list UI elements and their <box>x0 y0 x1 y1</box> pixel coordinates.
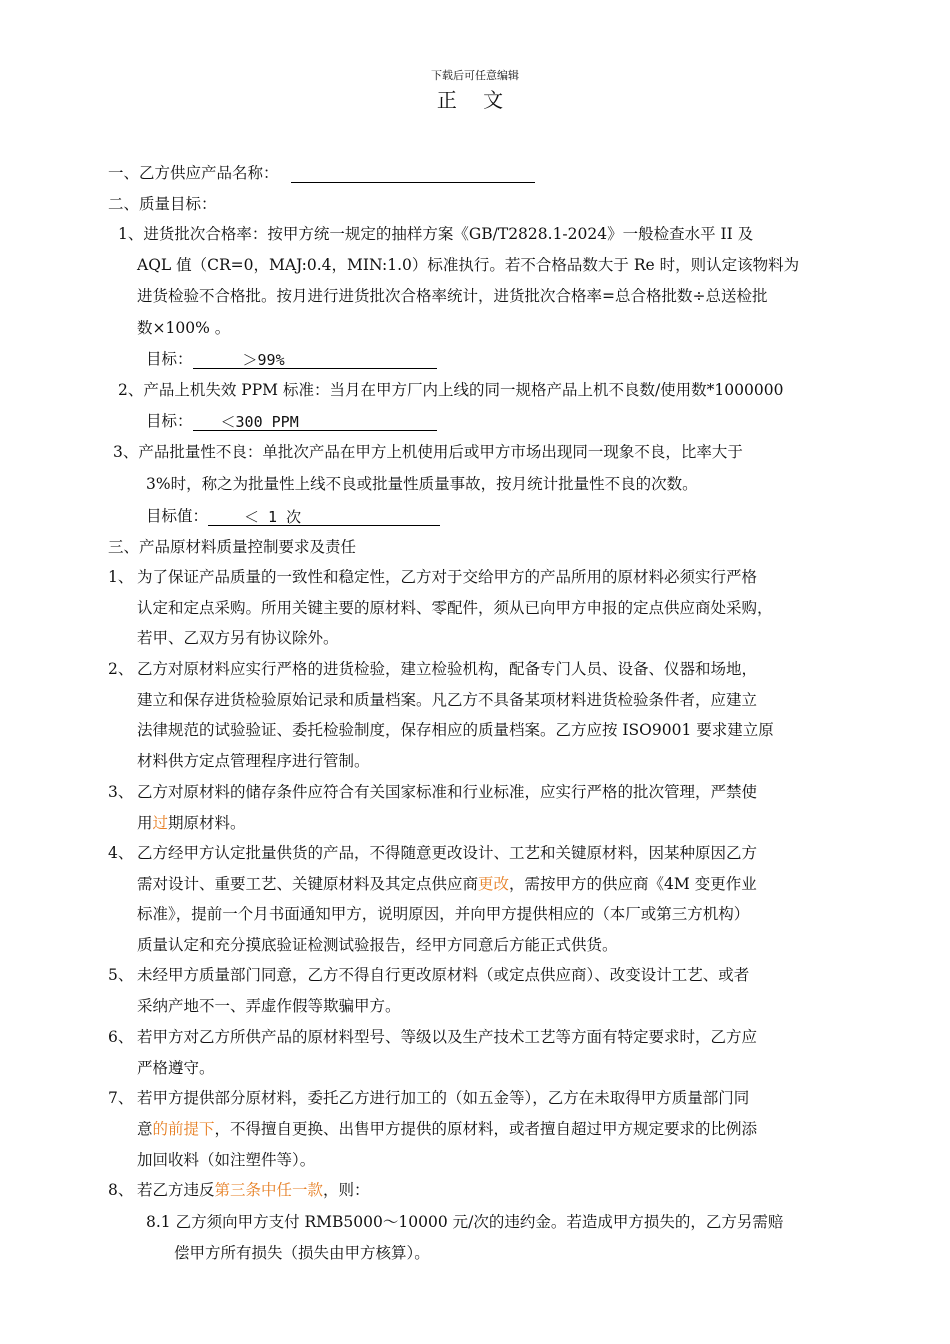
text-run: ，需按甲方的供应商《4M 变更作业 <box>509 875 757 893</box>
highlighted-text: 更改 <box>478 875 510 893</box>
item-7-line-2 <box>137 1119 757 1139</box>
target-label: 目标： <box>146 412 193 430</box>
section-3-heading: 三、产品原材料质量控制要求及责任 <box>108 538 357 556</box>
quality-goal-1-line-3: 进货检验不合格批。按月进行进货批次合格率统计，进货批次合格率=总合格批数÷总送检批 <box>137 287 768 305</box>
section-1-line <box>108 163 535 183</box>
quality-goal-1-target <box>146 349 437 369</box>
item-3-line-2 <box>137 813 246 833</box>
target-value-batch-defects: ＜ 1 次 <box>208 507 440 526</box>
item-5-line-1: 未经甲方质量部门同意，乙方不得自行更改原材料（或定点供应商）、改变设计工艺、或者 <box>137 966 750 984</box>
item-1-number: 1、 <box>108 568 134 586</box>
item-6-line-1: 若甲方对乙方所供产品的原材料型号、等级以及生产技术工艺等方面有特定要求时，乙方应 <box>137 1028 758 1046</box>
item-5-number: 5、 <box>108 966 134 984</box>
text-run: 需对设计、重要工艺、关键原材料及其定点供应商 <box>137 875 479 893</box>
text-run: 若乙方违反 <box>137 1181 215 1199</box>
subitem-8-1-line-1: 8.1 乙方须向甲方支付 RMB5000～10000 元/次的违约金。若造成甲方损失的，乙方另需赔 <box>146 1213 784 1231</box>
item-7-number: 7、 <box>108 1089 134 1107</box>
quality-goal-3-line-1: 3、产品批量性不良：单批次产品在甲方上机使用后或甲方市场出现同一现象不良，比率大于 <box>113 443 743 461</box>
item-1-line-1: 为了保证产品质量的一致性和稳定性，乙方对于交给甲方的产品所用的原材料必须实行严格 <box>137 568 758 586</box>
item-2-line-4: 材料供方定点管理程序进行管制。 <box>137 752 370 770</box>
page-title: 正 文 <box>436 88 514 112</box>
quality-goal-1-line-2: AQL 值（CR=0，MAJ:0.4，MIN:1.0）标准执行。若不合格品数大于 Re 时，则认定该物料为 <box>137 256 800 274</box>
highlighted-text: 的前提下 <box>152 1120 215 1138</box>
item-4-number: 4、 <box>108 844 134 862</box>
item-7-line-1: 若甲方提供部分原材料，委托乙方进行加工的（如五金等），乙方在未取得甲方质量部门同 <box>137 1089 750 1107</box>
item-8-line-1 <box>137 1180 370 1200</box>
item-2-line-1: 乙方对原材料应实行严格的进货检验，建立检验机构，配备专门人员、设备、仪器和场地， <box>137 660 758 678</box>
text-run: 期原材料。 <box>168 814 246 832</box>
text-run: ，则： <box>323 1181 370 1199</box>
text-run: ，不得擅自更换、出售甲方提供的原材料，或者擅自超过甲方规定要求的比例添 <box>214 1120 758 1138</box>
target-value-pass-rate: ＞99% <box>193 350 437 369</box>
subitem-8-1-line-2: 偿甲方所有损失（损失由甲方核算）。 <box>174 1244 430 1262</box>
item-8-number: 8、 <box>108 1181 134 1199</box>
item-1-line-3: 若甲、乙双方另有协议除外。 <box>137 629 339 647</box>
highlighted-text: 过 <box>152 814 169 832</box>
item-6-line-2: 严格遵守。 <box>137 1059 215 1077</box>
quality-goal-1-line-4: 数×100% 。 <box>137 319 231 337</box>
item-2-line-3: 法律规范的试验验证、委托检验制度，保存相应的质量档案。乙方应按 ISO9001 要求建立原 <box>137 721 774 739</box>
item-6-number: 6、 <box>108 1028 134 1046</box>
item-4-line-4: 质量认定和充分摸底验证检测试验报告，经甲方同意后方能正式供货。 <box>137 936 618 954</box>
product-name-blank[interactable] <box>291 163 535 183</box>
item-2-line-2: 建立和保存进货检验原始记录和质量档案。凡乙方不具备某项材料进货检验条件者，应建立 <box>137 691 758 709</box>
highlighted-text: 第三条中任一款 <box>214 1181 324 1199</box>
item-4-line-2 <box>137 874 757 894</box>
quality-goal-3-target <box>146 506 440 526</box>
target-value-ppm: ＜300 PPM <box>193 412 437 431</box>
item-7-line-3: 加回收料（如注塑件等）。 <box>137 1151 316 1169</box>
item-4-line-3: 标准》，提前一个月书面通知甲方，说明原因，并向甲方提供相应的（本厂或第三方机构） <box>137 905 750 923</box>
quality-goal-3-line-2: 3%时，称之为批量性上线不良或批量性质量事故，按月统计批量性不良的次数。 <box>146 475 698 493</box>
header-note: 下载后可任意编辑 <box>431 69 519 82</box>
item-4-line-1: 乙方经甲方认定批量供货的产品，不得随意更改设计、工艺和关键原材料，因某种原因乙方 <box>137 844 758 862</box>
text-run: 用 <box>137 814 153 832</box>
item-5-line-2: 采纳产地不一、弄虚作假等欺骗甲方。 <box>137 997 401 1015</box>
item-3-line-1: 乙方对原材料的储存条件应符合有关国家标准和行业标准，应实行严格的批次管理，严禁使 <box>137 783 758 801</box>
item-3-number: 3、 <box>108 783 134 801</box>
text-run: 意 <box>137 1120 153 1138</box>
item-1-line-2: 认定和定点采购。所用关键主要的原材料、零配件，须从已向甲方申报的定点供应商处采购， <box>137 599 773 617</box>
section-2-heading: 二、质量目标： <box>108 195 217 213</box>
target-label: 目标： <box>146 350 193 368</box>
item-2-number: 2、 <box>108 660 134 678</box>
quality-goal-1-line-1: 1、进货批次合格率：按甲方统一规定的抽样方案《GB/T2828.1-2024》一般检查水平 II 及 <box>118 225 754 243</box>
section-1-heading: 一、乙方供应产品名称： <box>108 164 279 182</box>
quality-goal-2-target <box>146 411 437 431</box>
target-label: 目标值： <box>146 507 209 525</box>
quality-goal-2-line-1: 2、产品上机失效 PPM 标准：当月在甲方厂内上线的同一规格产品上机不良数/使用数*1000000 <box>118 381 784 399</box>
